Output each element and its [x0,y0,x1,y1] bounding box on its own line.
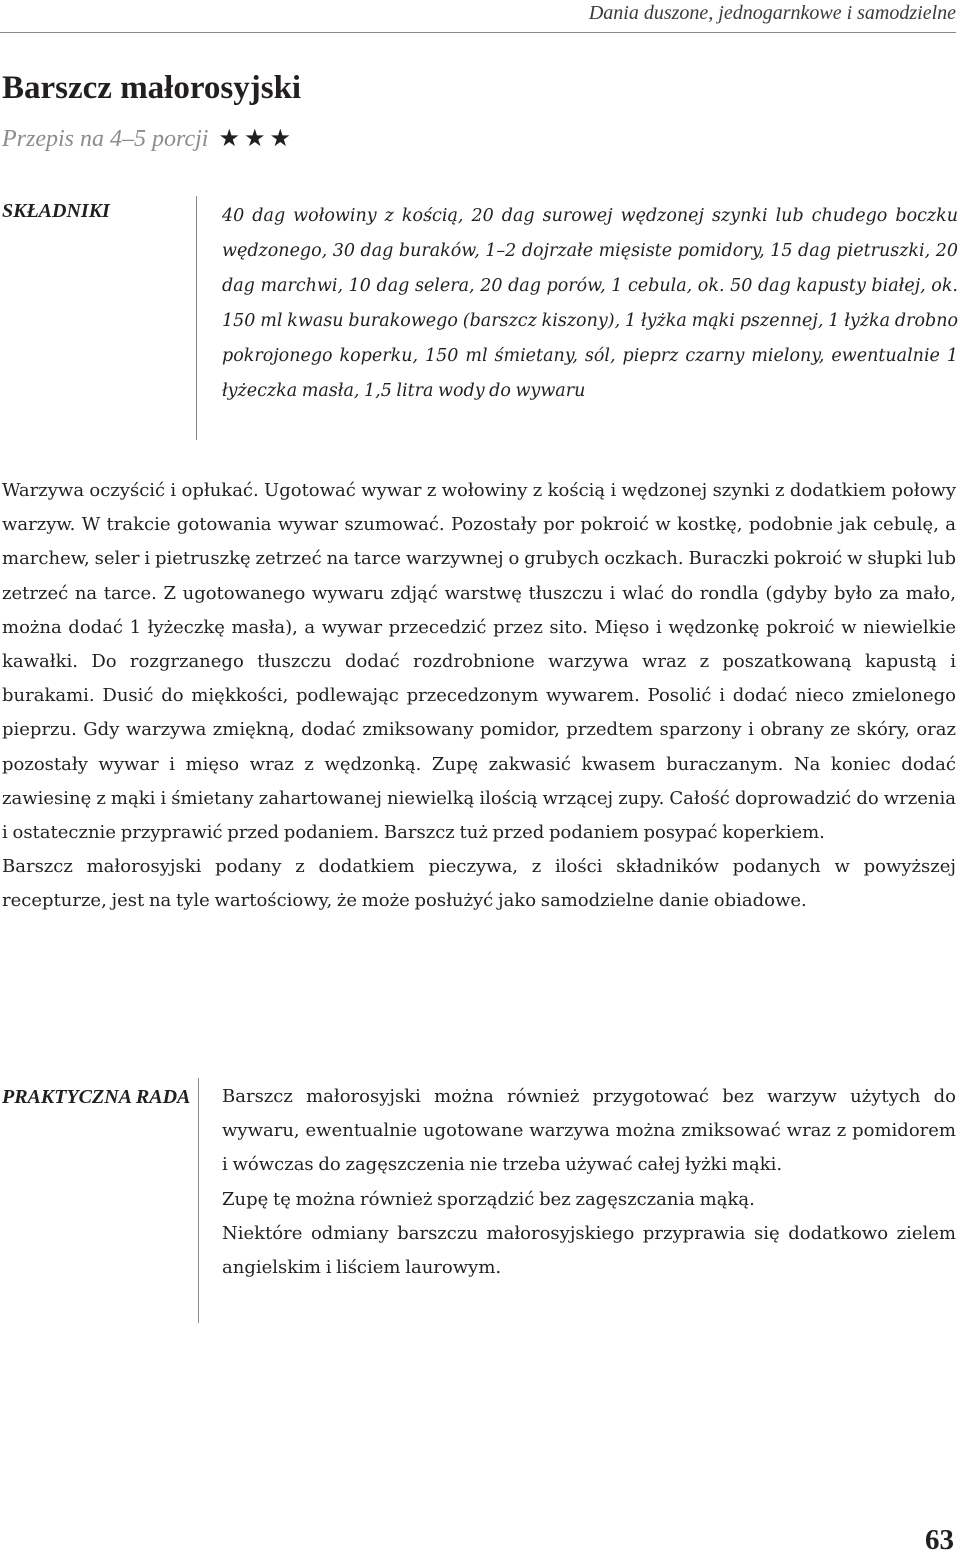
difficulty-stars-icon: ★★★ [218,126,295,152]
tip-paragraph: Niektóre odmiany barszczu małorosyjskiego przyprawia się dodatkowo zielem angielskim i liściem laurowym. [222,1222,956,1279]
tip-label: PRAKTYCZNA RADA [2,1086,191,1108]
instructions [2,474,956,919]
section-header: Dania duszone, jednogarnkowe i samodzielne [588,2,956,24]
portions-text: Przepis na 4–5 porcji [2,126,209,152]
tip-divider [198,1078,199,1323]
tip-paragraph: Barszcz małorosyjski można również przygotować bez warzyw użytych do wywaru, ewentualnie ugotowane warzywa można zmiksować wraz z pomidorem i wówczas do zagęszczenia nie trzeba używać całej łyżki mąki. [222,1086,956,1176]
instructions-paragraph: Warzywa oczyścić i opłukać. Ugotować wywar z wołowiny z kością i wędzonej szynki z dodatkiem połowy warzyw. W trakcie gotowania wywar szumować. Pozostały por pokroić w kostkę, podobnie jak cebulę, a marchew, seler i pietruszkę zetrzeć na tarce warzywnej o grubych oczkach. Buraczki pokroić w słupki lub zetrzeć na tarce. Z ugotowanego wywaru zdjąć warstwę tłuszczu i wlać do rondla (gdyby było za mało, można dodać 1 łyżeczkę masła), a wywar przecedzić przez sito. Mięso i wędzonkę pokroić w niewielkie kawałki. Do rozgrzanego tłuszczu dodać rozdrobnione warzywa wraz z poszatkowaną kapustą i burakami. Dusić do miękkości, podlewając przecedzonym wywarem. Posolić i dodać nieco zmielonego pieprzu. Gdy warzywa zmiękną, dodać zmiksowany pomidor, przedtem sparzony i obrany ze skóry, oraz pozostały wywar i mięso wraz z wędzonką. Zupę zakwasić kwasem buraczanym. Na koniec dodać zawiesinę z mąki i śmietany zahartowanej niewielką ilością wrzącej zupy. Całość doprowadzić do wrzenia i ostatecznie przyprawić przed podaniem. Barszcz tuż przed podaniem posypać koperkiem. [2,480,956,844]
instructions-paragraph: Barszcz małorosyjski podany z dodatkiem pieczywa, z ilości składników podanych w powyższej recepturze, jest na tyle wartościowy, że może posłużyć jako samodzielne danie obiadowe. [2,856,956,912]
ingredients-list: 40 dag wołowiny z kością, 20 dag surowej wędzonej szynki lub chudego boczku wędzonego, 30 dag buraków, 1–2 dojrzałe mięsiste pomidory, 15 dag pietruszki, 20 dag marchwi, 10 dag selera, 20 dag porów, 1 cebula, ok. 50 dag kapusty białej, ok. 150 ml kwasu burakowego (barszcz kiszony), 1 łyżka mąki pszennej, 1 łyżka drobno pokrojonego koperku, 150 ml śmietany, sól, pieprz czarny mielony, ewentualnie 1 łyżeczka masła, 1,5 litra wody do wywaru [222,206,958,401]
page-number: 63 [925,1524,954,1556]
recipe-subtitle [2,124,295,153]
tip-text [222,1080,956,1285]
tip-paragraph: Zupę tę można również sporządzić bez zagęszczania mąką. [222,1188,755,1210]
ingredients-label: SKŁADNIKI [2,200,110,222]
ingredients-divider [196,196,197,440]
header-rule [0,32,956,33]
recipe-title: Barszcz małorosyjski [2,70,302,106]
